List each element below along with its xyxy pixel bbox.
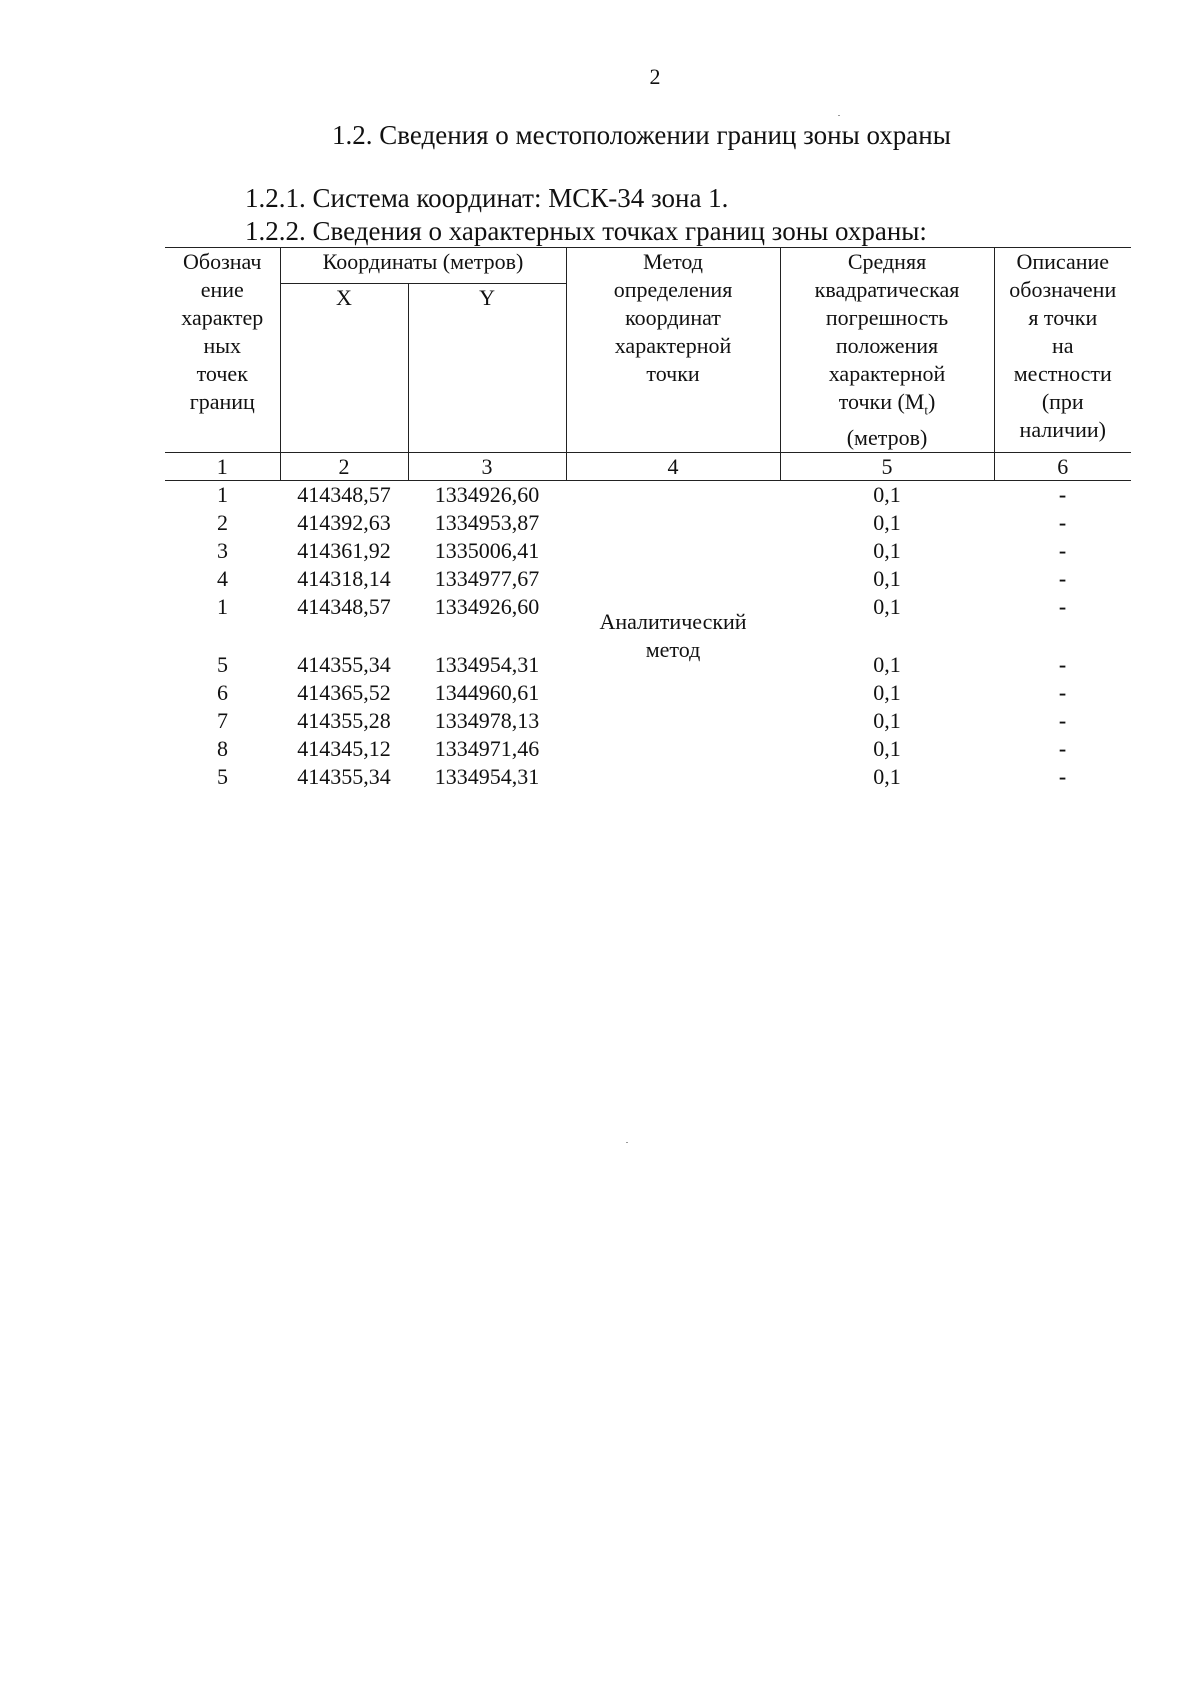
header-coordinates: Координаты (метров): [280, 248, 566, 284]
y-value: 1334977,67: [434, 566, 540, 592]
scan-speck: [626, 1142, 628, 1143]
column-number: 4: [566, 453, 780, 481]
points-info-heading: 1.2.2. Сведения о характерных точках границ зоны охраны:: [245, 216, 927, 246]
x-value: 414348,57: [297, 594, 391, 620]
point-number: 3: [217, 538, 228, 564]
header-mean-error: Средняя квадратическая погрешность положения характерной точки $(M_t)$ (метров): [780, 248, 994, 453]
header-x: X: [280, 284, 408, 453]
column-number: 6: [994, 453, 1131, 481]
x-value: 414355,28: [297, 708, 391, 734]
header-designation: [165, 248, 280, 453]
x-value: 414365,52: [297, 680, 391, 706]
description-value: -: [1058, 736, 1067, 762]
point-number: 4: [217, 566, 228, 592]
description-value: -: [1058, 566, 1067, 592]
header-designation-text: Обознач ение характер ных точек границ: [181, 249, 264, 414]
section-title: 1.2. Сведения о местоположении границ зоны охраны: [332, 120, 951, 150]
x-value: 414355,34: [297, 764, 391, 790]
error-value: 0,1: [873, 764, 901, 790]
x-value: 414318,14: [297, 566, 391, 592]
y-value: 1344960,61: [434, 680, 540, 706]
column-number: 2: [280, 453, 408, 481]
error-value: 0,1: [873, 482, 901, 508]
x-value: 414345,12: [297, 736, 391, 762]
point-number: 2: [217, 510, 228, 536]
error-value: 0,1: [873, 680, 901, 706]
point-number: 8: [217, 736, 228, 762]
point-number: 1: [217, 594, 228, 620]
error-value: 0,1: [873, 594, 901, 620]
point-number: 1: [217, 482, 228, 508]
error-value: 0,1: [873, 566, 901, 592]
y-value: 1334926,60: [434, 482, 540, 508]
method-value: [566, 481, 780, 792]
table-row: [165, 481, 1131, 510]
y-value: 1335006,41: [434, 538, 540, 564]
description-value: -: [1058, 594, 1067, 620]
description-value: -: [1058, 538, 1067, 564]
column-number: 3: [408, 453, 566, 481]
x-value: 414392,63: [297, 510, 391, 536]
description-value: -: [1058, 708, 1067, 734]
error-value: 0,1: [873, 736, 901, 762]
page-number: 2: [649, 64, 661, 89]
description-value: -: [1058, 482, 1067, 508]
x-value: 414361,92: [297, 538, 391, 564]
point-number: 5: [217, 764, 228, 790]
header-y: Y: [408, 284, 566, 453]
x-value: 414348,57: [297, 482, 391, 508]
error-value: 0,1: [873, 708, 901, 734]
scan-speck: [838, 115, 840, 116]
column-number: 1: [165, 453, 280, 481]
point-number: 5: [217, 652, 228, 678]
description-value: -: [1058, 680, 1067, 706]
coordinate-system-line: 1.2.1. Система координат: МСК-34 зона 1.: [245, 183, 729, 213]
error-value: 0,1: [873, 510, 901, 536]
header-description: Описание обозначени я точки на местности (при наличии): [994, 248, 1131, 453]
y-value: 1334954,31: [434, 764, 540, 790]
y-value: 1334926,60: [434, 594, 540, 620]
error-value: 0,1: [873, 652, 901, 678]
y-value: 1334953,87: [434, 510, 540, 536]
point-number: 6: [217, 680, 228, 706]
error-value: 0,1: [873, 538, 901, 564]
description-value: -: [1058, 652, 1067, 678]
column-number: 5: [780, 453, 994, 481]
method-line-2: метод: [645, 637, 701, 663]
y-value: 1334954,31: [434, 652, 540, 678]
description-value: -: [1058, 510, 1067, 536]
boundary-points-table: [165, 247, 1131, 791]
header-method: Метод определения координат характерной точки: [566, 248, 780, 453]
y-value: 1334971,46: [434, 736, 540, 762]
method-line-1: Аналитический: [599, 609, 747, 635]
x-value: 414355,34: [297, 652, 391, 678]
description-value: -: [1058, 764, 1067, 790]
point-number: 7: [217, 708, 228, 734]
y-value: 1334978,13: [434, 708, 540, 734]
